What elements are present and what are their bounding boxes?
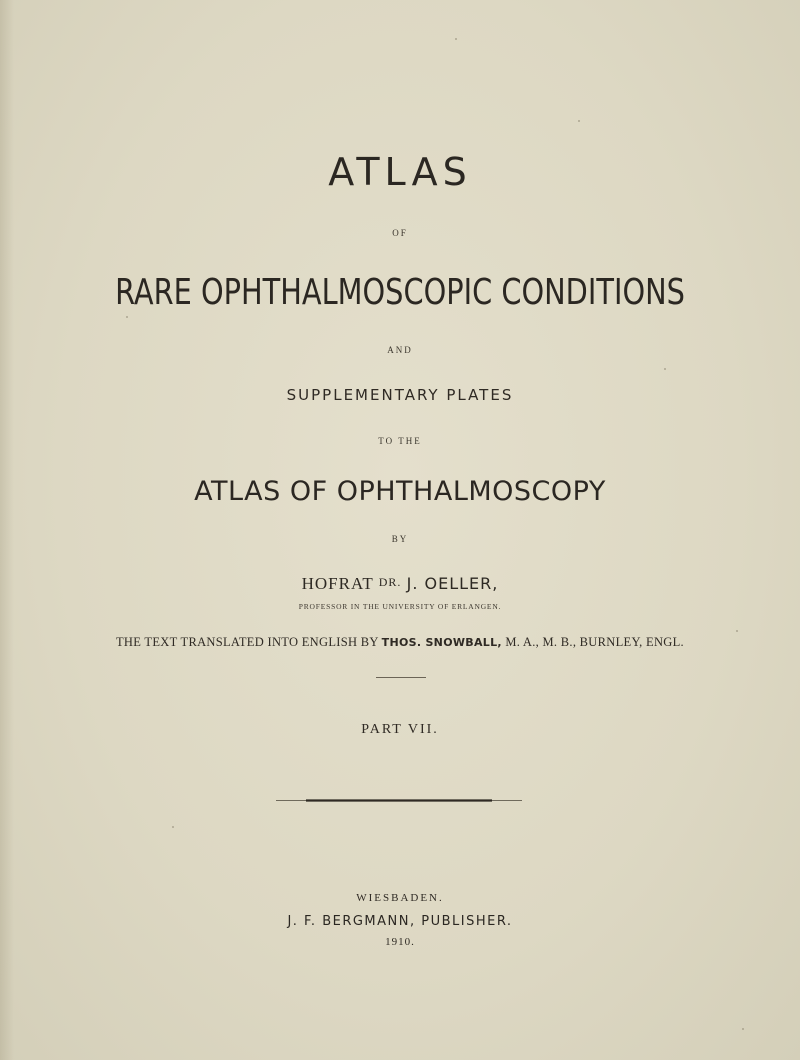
paper-speck (126, 316, 128, 318)
author-line (0, 574, 800, 594)
supplementary-plates-heading: SUPPLEMENTARY PLATES (286, 386, 514, 404)
author-prefix: HOFRAT (301, 574, 374, 593)
imprint-publisher: J. F. BERGMANN, PUBLISHER. (287, 914, 513, 929)
translator-name: THOS. SNOWBALL, (381, 636, 502, 649)
translator-credentials: M. A., M. B., BURNLEY, ENGL. (505, 635, 684, 649)
paper-speck (736, 630, 738, 632)
atlas-of-ophthalmoscopy-heading: ATLAS OF OPHTHALMOSCOPY (194, 476, 606, 507)
paper-speck (172, 826, 174, 828)
short-divider-rule (376, 677, 426, 678)
subject-title: RARE OPHTHALMOSCOPIC CONDITIONS (115, 272, 685, 313)
ornamental-divider-rule (276, 799, 522, 802)
paper-speck (742, 1028, 744, 1030)
main-title: ATLAS (328, 150, 472, 194)
connector-and: AND (387, 345, 413, 355)
paper-speck (578, 120, 580, 122)
connector-of: OF (392, 228, 408, 238)
connector-by: BY (391, 534, 409, 544)
author-title: DR. (378, 575, 402, 589)
part-number: PART VII. (361, 722, 439, 737)
imprint-place: WIESBADEN. (356, 892, 444, 904)
translation-prefix: THE TEXT TRANSLATED INTO ENGLISH BY (116, 635, 379, 649)
author-name: J. OELLER, (406, 574, 499, 593)
paper-speck (455, 38, 457, 40)
professor-affiliation: PROFESSOR IN THE UNIVERSITY OF ERLANGEN. (298, 602, 502, 611)
imprint-year: 1910. (385, 936, 415, 948)
translation-credit (0, 635, 800, 650)
paper-speck (664, 368, 666, 370)
connector-to-the: TO THE (378, 436, 422, 446)
